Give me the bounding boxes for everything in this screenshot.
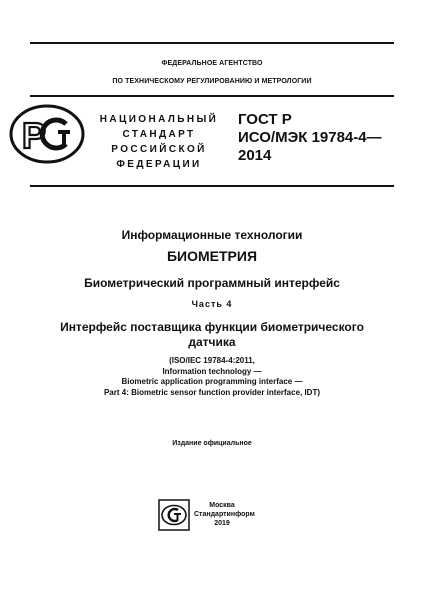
part-title <box>20 320 404 350</box>
edition-label: Издание официальное <box>172 440 252 447</box>
publisher-line: Москва <box>209 502 235 509</box>
designation-line: ИСО/МЭК 19784-4— <box>238 129 382 146</box>
english-reference <box>20 356 404 398</box>
svg-text:P: P <box>22 115 47 156</box>
standard-designation <box>238 111 382 165</box>
publisher-text <box>194 501 255 528</box>
agency-line-2: ПО ТЕХНИЧЕСКОМУ РЕГУЛИРОВАНИЮ И МЕТРОЛОГИИ <box>112 78 312 85</box>
standartinform-logo-icon <box>158 499 190 531</box>
english-line: Part 4: Biometric sensor function provider interface, IDT) <box>103 387 321 397</box>
header-rule <box>30 95 394 97</box>
agency-line-1: ФЕДЕРАЛЬНОЕ АГЕНТСТВО <box>161 60 263 67</box>
publisher-line: Стандартинформ <box>194 511 255 518</box>
rst-logo-icon <box>8 102 86 166</box>
publisher-line: 2019 <box>214 520 230 527</box>
top-rule <box>30 42 394 44</box>
title-rule <box>30 185 394 187</box>
standard-type-line: СТАНДАРТ <box>122 129 196 140</box>
designation-line: ГОСТ Р <box>238 111 292 128</box>
english-line: Information technology — <box>162 366 262 376</box>
standard-type-line: РОССИЙСКОЙ <box>111 144 207 155</box>
standard-type-line: ФЕДЕРАЦИИ <box>116 159 202 170</box>
standard-type <box>84 112 234 172</box>
subtitle: Биометрический программный интерфейс <box>84 276 340 290</box>
english-line: Biometric application programming interface — <box>121 377 303 386</box>
part-title-line: Интерфейс поставщика функции биометрического <box>60 320 364 334</box>
general-title: Информационные технологии <box>121 228 303 242</box>
standard-type-line: НАЦИОНАЛЬНЫЙ <box>99 114 219 125</box>
publisher-block <box>158 497 268 537</box>
english-line: (ISO/IEC 19784-4:2011, <box>169 356 255 365</box>
part-number: Часть 4 <box>191 299 233 309</box>
main-title: БИОМЕТРИЯ <box>166 248 258 264</box>
designation-line: 2014 <box>238 147 272 164</box>
side-watermark <box>4 520 18 596</box>
part-title-line: датчика <box>188 335 236 349</box>
